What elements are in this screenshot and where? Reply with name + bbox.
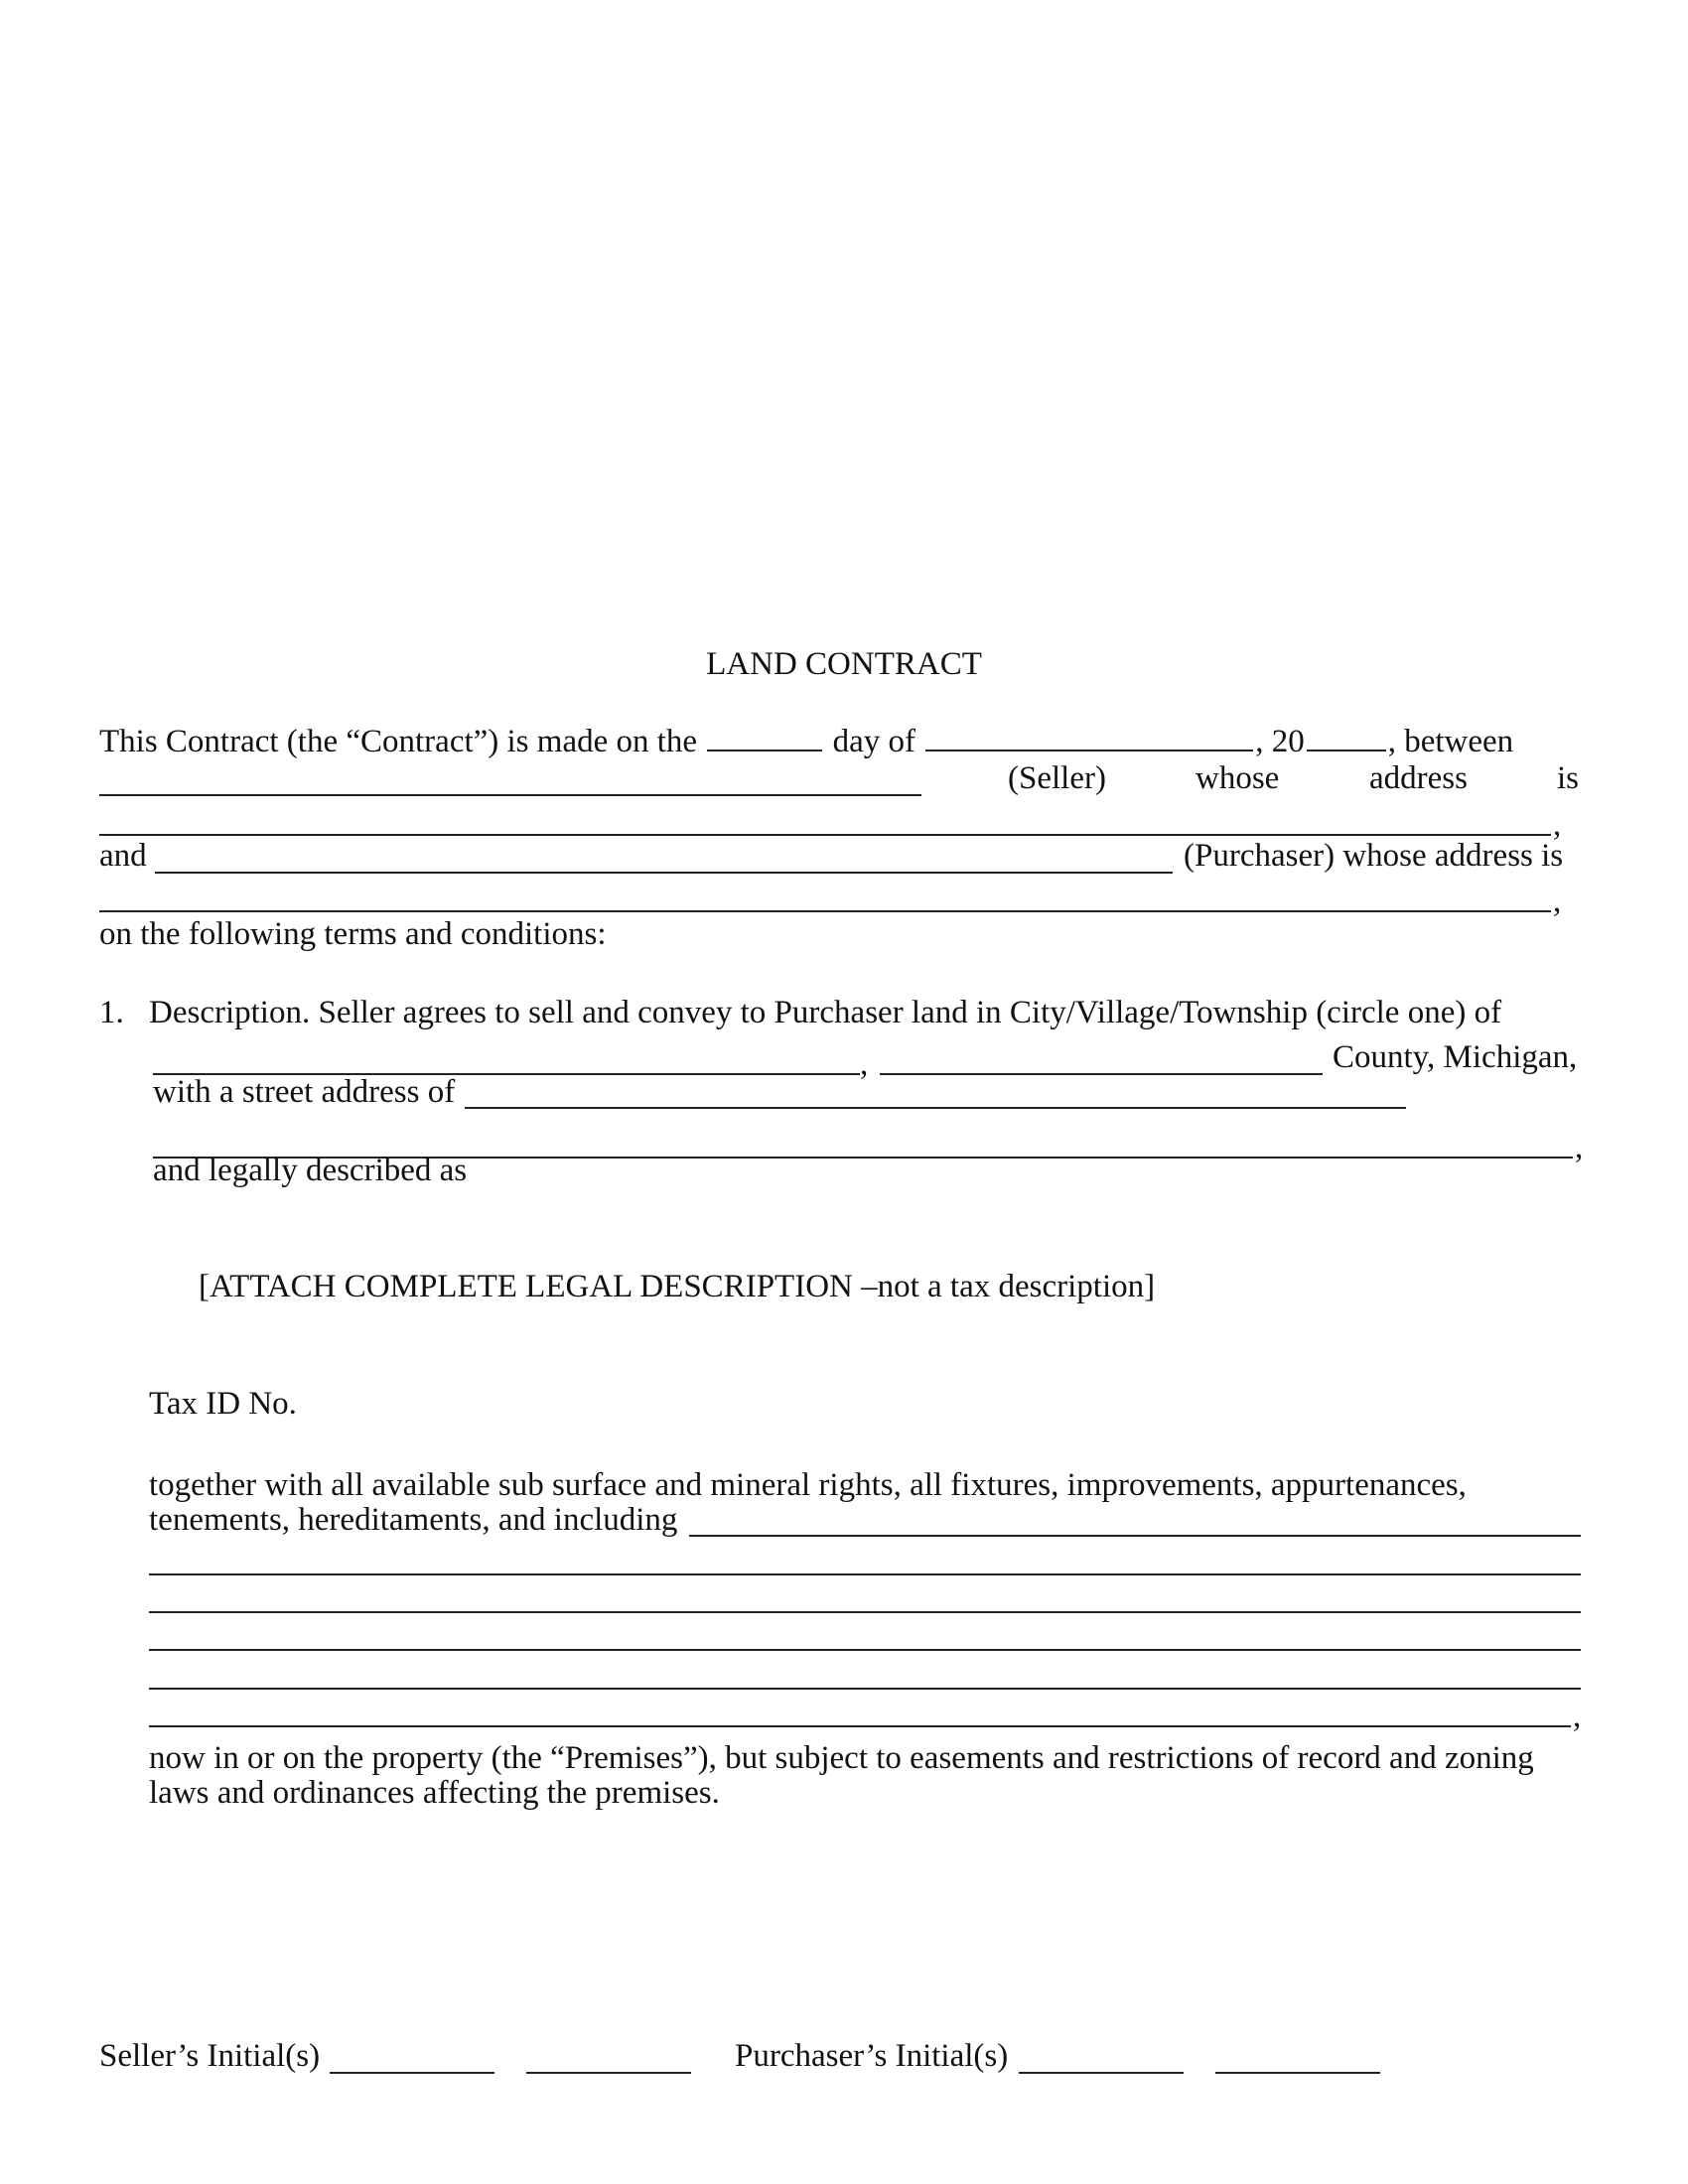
- intro-line-1: [99, 724, 1513, 758]
- seller-initial-field-2[interactable]: [526, 2072, 691, 2074]
- seller-initials-label: Seller’s Initial(s): [99, 2038, 321, 2074]
- purchaser-initials-label: Purchaser’s Initial(s): [735, 2038, 1009, 2074]
- including-field[interactable]: [689, 1535, 1581, 1537]
- including-comma: ,: [1573, 1699, 1582, 1734]
- including-field-line-2[interactable]: [149, 1573, 1581, 1575]
- city-comma: ,: [860, 1046, 869, 1082]
- seller-tag: (Seller): [1008, 760, 1106, 796]
- section-1-description: Description. Seller agrees to sell and convey to Purchaser land in City/Village/Township (circle one) of: [149, 995, 1502, 1030]
- purchaser-initial-field-2[interactable]: [1215, 2072, 1380, 2074]
- document-title: LAND CONTRACT: [706, 646, 982, 682]
- section-1-number: 1.: [99, 995, 124, 1030]
- and-text: and: [99, 838, 147, 874]
- tax-id-label: Tax ID No.: [149, 1386, 297, 1422]
- premises-line-1: now in or on the property (the “Premises”), but subject to easements and restrictions of record and zoning: [149, 1740, 1534, 1776]
- including-field-line-3[interactable]: [149, 1611, 1581, 1613]
- street-address-label: with a street address of: [153, 1074, 456, 1110]
- whose-text: whose: [1196, 760, 1280, 796]
- day-field[interactable]: [707, 724, 822, 751]
- purchaser-address-comma: ,: [1553, 884, 1562, 919]
- street-address-field[interactable]: [465, 1107, 1406, 1109]
- purchaser-address-field[interactable]: [99, 910, 1551, 912]
- address-text: address: [1369, 760, 1468, 796]
- attach-legal-description-note: [ATTACH COMPLETE LEGAL DESCRIPTION –not a tax description]: [199, 1269, 1156, 1304]
- legally-described-text: and legally described as: [153, 1153, 468, 1188]
- seller-address-field[interactable]: [99, 834, 1551, 836]
- together-with-line-2: tenements, hereditaments, and including: [149, 1502, 678, 1538]
- street-address-comma: ,: [1575, 1130, 1584, 1165]
- including-field-line-4[interactable]: [149, 1649, 1581, 1651]
- seller-initial-field-1[interactable]: [330, 2072, 494, 2074]
- county-field[interactable]: [880, 1073, 1323, 1075]
- is-text: is: [1557, 760, 1580, 796]
- seller-address-comma: ,: [1553, 807, 1562, 843]
- purchaser-initial-field-1[interactable]: [1019, 2072, 1184, 2074]
- intro-day-of-text: day of: [832, 724, 915, 759]
- purchaser-name-field[interactable]: [155, 872, 1173, 874]
- intro-year-prefix: , 20: [1255, 724, 1305, 759]
- premises-line-2: laws and ordinances affecting the premises.: [149, 1775, 720, 1811]
- seller-name-field[interactable]: [99, 794, 921, 796]
- purchaser-tag: (Purchaser) whose address is: [1184, 838, 1564, 874]
- terms-text: on the following terms and conditions:: [99, 916, 607, 952]
- intro-between-text: , between: [1387, 724, 1514, 759]
- year-field[interactable]: [1307, 724, 1386, 751]
- including-field-line-5[interactable]: [149, 1688, 1581, 1690]
- county-michigan-text: County, Michigan,: [1333, 1039, 1578, 1075]
- including-field-line-6[interactable]: [149, 1725, 1571, 1727]
- together-with-line-1: together with all available sub surface and mineral rights, all fixtures, improvements, appurtenances,: [149, 1467, 1467, 1503]
- month-field[interactable]: [925, 724, 1253, 751]
- intro-made-on-text: This Contract (the “Contract”) is made on the: [99, 724, 698, 759]
